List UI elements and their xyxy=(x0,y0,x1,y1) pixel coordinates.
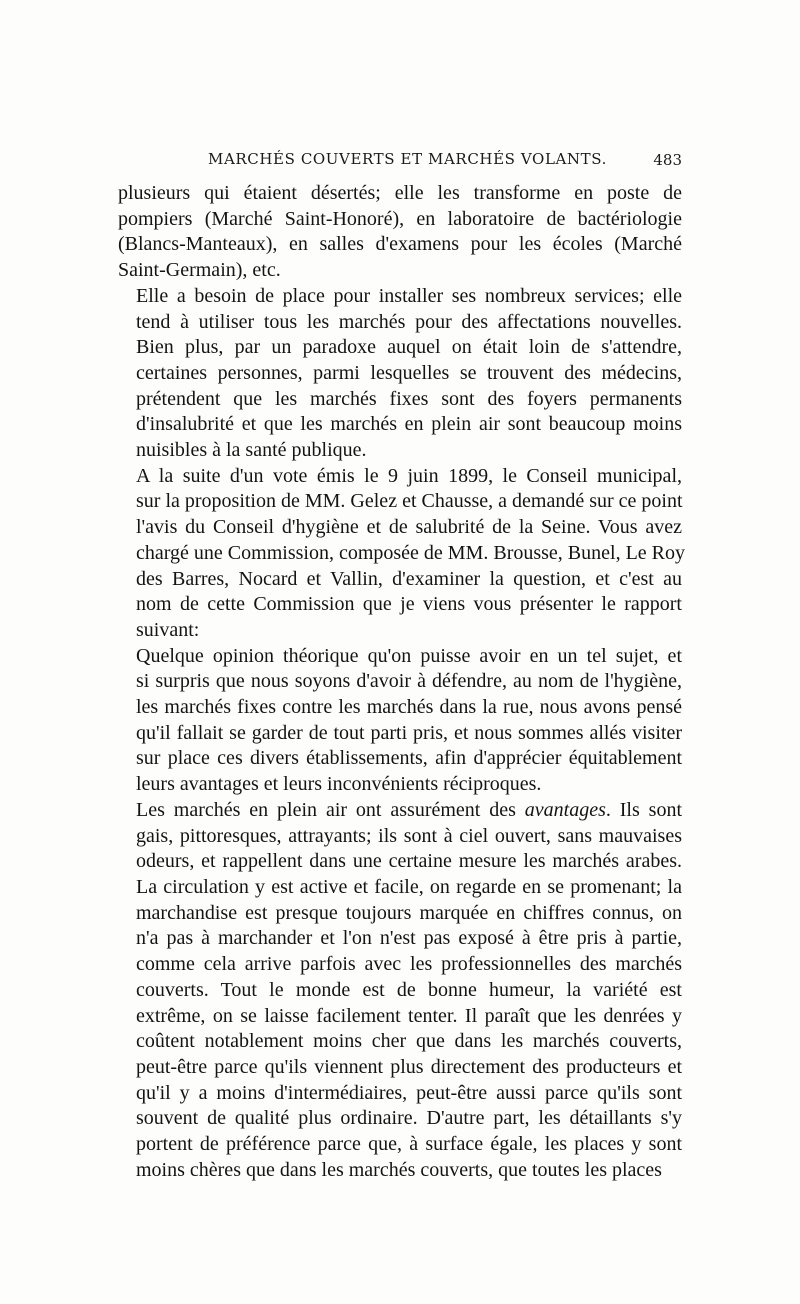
text-line: n'a pas à marchander et l'on n'est pas exposé à être pris à partie, xyxy=(136,927,682,950)
text-line: qu'il fallait se garder de tout parti pris, et nous sommes allés visiter xyxy=(136,721,682,744)
body-text xyxy=(118,181,686,1183)
text-line: peut-être parce qu'ils viennent plus directement des producteurs et xyxy=(136,1055,682,1078)
text-line: les marchés fixes contre les marchés dans la rue, nous avons pensé xyxy=(136,696,682,719)
text-line: nom de cette Commission que je viens vous présenter le rapport xyxy=(136,593,682,616)
text-line: des Barres, Nocard et Vallin, d'examiner la question, et c'est au xyxy=(136,567,682,590)
text-line: Saint-Germain), etc. xyxy=(118,259,281,282)
text-line: marchandise est presque toujours marquée en chiffres connus, on xyxy=(136,901,682,924)
text-line: pompiers (Marché Saint-Honoré), en laboratoire de bactériologie xyxy=(118,207,682,230)
text-line: chargé une Commission, composée de MM. Brousse, Bunel, Le Roy xyxy=(136,541,686,564)
running-header xyxy=(118,150,682,174)
text-line: Bien plus, par un paradoxe auquel on était loin de s'attendre, xyxy=(136,336,682,359)
paragraph xyxy=(118,284,682,464)
text-line: qu'il y a moins d'intermédiaires, peut-être aussi parce qu'ils sont xyxy=(136,1081,682,1104)
text-line: sur la proposition de MM. Gelez et Chausse, a demandé sur ce point xyxy=(136,490,683,513)
text-line: couverts. Tout le monde est de bonne humeur, la variété est xyxy=(136,978,682,1001)
paragraph xyxy=(118,644,682,798)
page-number: 483 xyxy=(653,151,682,169)
paragraph xyxy=(118,181,682,284)
text-line: suivant: xyxy=(136,618,200,641)
text-line: certaines personnes, parmi lesquelles se trouvent des médecins, xyxy=(136,361,682,384)
text-line: comme cela arrive parfois avec les professionnelles des marchés xyxy=(136,953,682,976)
paragraph xyxy=(118,464,686,644)
text-line: Quelque opinion théorique qu'on puisse avoir en un tel sujet, et xyxy=(136,644,682,667)
text-line: l'avis du Conseil d'hygiène et de salubrité de la Seine. Vous avez xyxy=(136,516,682,539)
text-line: La circulation y est active et facile, on regarde en se promenant; la xyxy=(136,875,682,898)
text-line: nuisibles à la santé publique. xyxy=(136,439,367,462)
text-line: portent de préférence parce que, à surface égale, les places y sont xyxy=(136,1133,682,1156)
text-line: gais, pittoresques, attrayants; ils sont à ciel ouvert, sans mauvaises xyxy=(136,824,682,847)
text-line: sur place ces divers établissements, afin d'apprécier équitablement xyxy=(136,747,682,770)
text-line: A la suite d'un vote émis le 9 juin 1899, le Conseil municipal, xyxy=(136,464,682,487)
text-line: odeurs, et rappellent dans une certaine mesure les marchés arabes. xyxy=(136,850,682,873)
text-line: leurs avantages et leurs inconvénients réciproques. xyxy=(136,773,542,796)
emphasis: avantages xyxy=(524,798,606,821)
running-title: MARCHÉS COUVERTS ET MARCHÉS VOLANTS. xyxy=(208,150,607,168)
text-line: coûtent notablement moins cher que dans les marchés couverts, xyxy=(136,1030,682,1053)
text-line: prétendent que les marchés fixes sont des foyers permanents xyxy=(136,387,682,410)
text-line: moins chères que dans les marchés couverts, que toutes les places xyxy=(136,1158,662,1181)
text-line: (Blancs-Manteaux), en salles d'examens pour les écoles (Marché xyxy=(118,233,682,256)
text-line: tend à utiliser tous les marchés pour des affectations nouvelles. xyxy=(136,310,682,333)
text-line: Les marchés en plein air ont assurément des avantages. Ils sont xyxy=(136,798,682,821)
text-line: plusieurs qui étaient désertés; elle les transforme en poste de xyxy=(118,182,682,204)
text-line: Elle a besoin de place pour installer ses nombreux services; elle xyxy=(136,284,682,307)
text-line: si surpris que nous soyons d'avoir à défendre, au nom de l'hygiène, xyxy=(136,670,682,693)
text-line: d'insalubrité et que les marchés en plein air sont beaucoup moins xyxy=(136,413,682,436)
text-line: souvent de qualité plus ordinaire. D'autre part, les détaillants s'y xyxy=(136,1107,682,1130)
paragraph xyxy=(118,798,682,1184)
text-line: extrême, on se laisse facilement tenter. Il paraît que les denrées y xyxy=(136,1004,682,1027)
